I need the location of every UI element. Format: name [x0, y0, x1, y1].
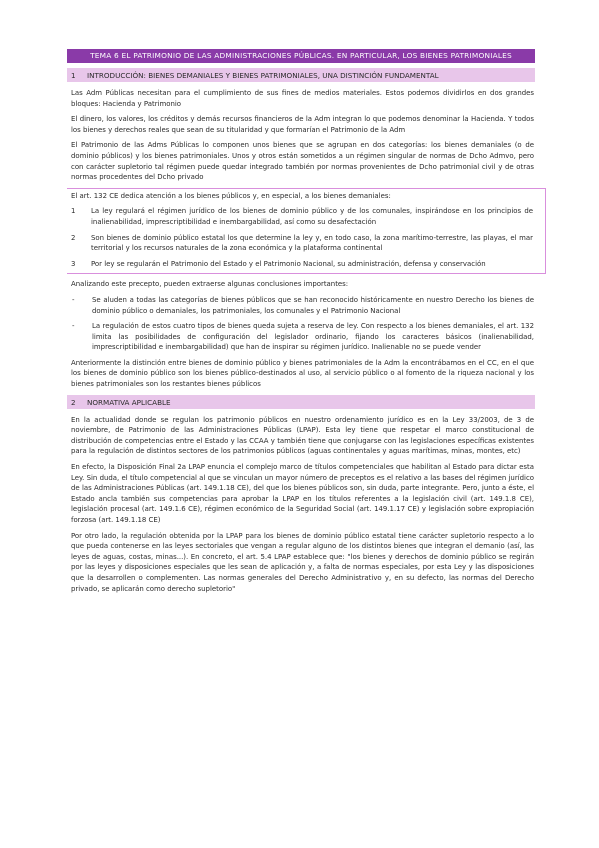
- list-item: [71, 321, 534, 353]
- list-item-text: Se aluden a todas las categorías de bienes públicos que se han reconocido históricamente en nuestro Derecho los bienes de dominio público o demaniales, los patrimoniales, los comunales y el Patrimonio Nacional: [92, 295, 534, 315]
- paragraph: Por otro lado, la regulación obtenida por la LPAP para los bienes de dominio público estatal tiene carácter supletorio respecto a lo que pueda contenerse en las leyes sectoriales que vengan a regular alguno de los distintos bienes que integran el demanio (así, las leyes de aguas, costas, minas...). En concreto, el art. 5.4 LPAP establece que: "los bienes y derechos de dominio público se regirán por las leyes y disposiciones especiales que les sean de aplicación y, a falta de normas especiales, por esta Ley y las disposiciones que la desarrollen o complementen. Las normas generales del Derecho Administrativo y, en su defecto, las normas del Derecho privado, se aplicarán como derecho supletorio": [71, 531, 534, 593]
- item-number: 1: [71, 207, 76, 216]
- article-132-box: [67, 188, 546, 275]
- section-heading-2: [67, 395, 535, 409]
- paragraph: Las Adm Públicas necesitan para el cumplimiento de sus fines de medios materiales. Estos podemos dividirlos en dos grandes bloques: Hacienda y Patrimonio: [71, 89, 534, 108]
- item-text: Son bienes de dominio público estatal los que determine la ley y, en todo caso, la zona marítimo-terrestre, las playas, el mar territorial y los recursos naturales de la zona económica y la plataforma continental: [91, 233, 533, 253]
- section-heading-1: [67, 68, 535, 82]
- paragraph: Anteriormente la distinción entre bienes de dominio público y bienes patrimoniales de la Adm la encontrábamos en el CC, en el que los bienes de dominio público son los bienes público-destinados al uso, al servicio público o al fomento de la riqueza nacional y los bienes patrimoniales son los restantes bienes públicos: [71, 358, 534, 389]
- list-item: [71, 295, 534, 316]
- item-number: 2: [71, 233, 76, 242]
- dash-bullet: -: [72, 322, 75, 331]
- topic-title: TEMA 6 EL PATRIMONIO DE LAS ADMINISTRACIONES PÚBLICAS. EN PARTICULAR, LOS BIENES PATRIMONIALES: [90, 51, 512, 60]
- article-item: [71, 259, 533, 270]
- section-number: 1: [71, 71, 76, 80]
- article-item: [71, 233, 533, 254]
- topic-title-bar: [67, 49, 535, 63]
- paragraph: El Patrimonio de las Adms Públicas lo componen unos bienes que se agrupan en dos categorías: los bienes demaniales (o de dominio públicos) y los bienes patrimoniales. Unos y otros están sometidos a un régimen singular de normas de Dcho Admvo, pero con carácter supletorio tal régimen puede quedar integrado también por normas provenientes de Dcho patrimonial civil y de otras normas procedentes del Dcho privado: [71, 141, 534, 182]
- conclusions-intro: Analizando este precepto, pueden extraerse algunas conclusiones importantes:: [71, 280, 349, 289]
- item-text: La ley regulará el régimen jurídico de los bienes de dominio público y de los comunales, inspirándose en los principios de inalienabilidad, imprescriptibilidad e inembargabilidad, así como su desafectación: [91, 207, 533, 226]
- dash-bullet: -: [72, 295, 75, 304]
- paragraph: En la actualidad donde se regulan los patrimonio públicos en nuestro ordenamiento jurídico es en la Ley 33/2003, de 3 de noviembre, de Patrimonio de las Administraciones Públicas (LPAP). Esta ley tiene que respetar el marco constitucional de distribución de competencias entre el Estado y las CCAA y también tiene que conjugarse con las legislaciones específicas existentes para la regulación de distintos sectores de los patrimonios públicos (aguas continentales y aguas marítimas, minas, montes, etc): [71, 415, 534, 456]
- article-item: [71, 206, 533, 227]
- section-title: NORMATIVA APLICABLE: [87, 397, 171, 407]
- paragraph: El dinero, los valores, los créditos y demás recursos financieros de la Adm integran lo que podemos denominar la Hacienda. Y todos los bienes y derechos reales que sean de su titularidad y que formarían el Patrimonio de la Adm: [71, 115, 534, 134]
- item-number: 3: [71, 259, 76, 268]
- item-text: Por ley se regularán el Patrimonio del Estado y el Patrimonio Nacional, su administración, defensa y conservación: [91, 259, 486, 268]
- section-number: 2: [71, 397, 76, 407]
- section-title: INTRODUCCIÓN: BIENES DEMANIALES Y BIENES PATRIMONIALES, UNA DISTINCIÓN FUNDAMENTAL: [87, 71, 439, 80]
- list-item-text: La regulación de estos cuatro tipos de bienes queda sujeta a reserva de ley. Con respecto a los bienes demaniales, el art. 132 limita las posibilidades de configuración del legislador ordinario, fijando los caracteres básicos (inalienabilidad, imprescriptibilidad e inembargabilidad) que han de inspirar su régimen jurídico. Inalienable no se puede vender: [92, 322, 534, 352]
- paragraph: En efecto, la Disposición Final 2a LPAP enuncia el complejo marco de títulos competenciales que habilitan al Estado para dictar esta Ley. Sin duda, el título competencial al que se vinculan un mayor número de preceptos es el relativo a las bases del régimen jurídico de las Administraciones Públicas (art. 149.1.18 CE), del que los bienes públicos son, sin duda, parte integrante. Pero, junto a éste, el Estado ancla también sus competencias para aprobar la LPAP en los títulos referentes a la legislación civil (art. 149.1.8 CE), legislación procesal (art. 149.1.6 CE), régimen económico de la Seguridad Social (art. 149.1.17 CE) y legislación sobre expropiación forzosa (art. 149.1.18 CE): [71, 463, 534, 524]
- article-intro: El art. 132 CE dedica atención a los bienes públicos y, en especial, a los bienes demaniales:: [71, 191, 391, 200]
